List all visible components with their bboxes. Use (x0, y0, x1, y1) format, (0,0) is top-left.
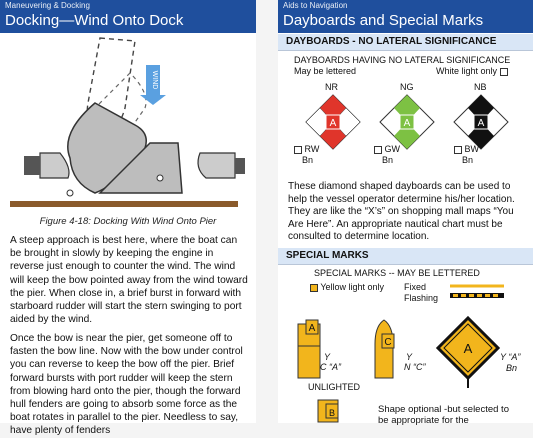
board-sub-gw: Bn (382, 155, 394, 165)
board-sub-bw: Bn (462, 155, 474, 165)
flashing-label: Flashing (404, 293, 439, 303)
left-page (0, 0, 256, 437)
can-y-label: Y (324, 352, 331, 362)
checkbox-icon (294, 146, 302, 154)
diamond-letter: A (463, 341, 473, 356)
board-light-rw-label: RW (304, 144, 320, 154)
board-code-nr: NR (325, 82, 338, 92)
white-light-only (436, 66, 508, 76)
yellow-light-only-label: Yellow light only (320, 282, 385, 292)
section-special-marks-title: SPECIAL MARKS (278, 248, 533, 264)
figure-caption: Figure 4-18: Docking With Wind Onto Pier (39, 216, 217, 227)
wind-label: WIND (151, 70, 158, 90)
can-buoy-icon (298, 320, 320, 378)
body-paragraph-2: Once the bow is near the pier, get someone off to fasten the bow line. Now with the bow under control you can reverse to keep the bow off the pier. Brief forward bursts with port rudder will keep the stern from blowing hard onto the pier, though the forward hull fenders are going to absorb some force as the boat rotates in parallel to the pier. Needless to say, have plenty of fenders (10, 333, 243, 437)
yellow-light-only (310, 282, 384, 292)
dayboards-description: These diamond shaped dayboards can be used to help the vessel operator determine his/her location. They are like the “X’s” on shopping mall maps “You Are Here”. An appropriate nautical chart must be consulted to determine location. (288, 181, 515, 242)
dayboards-heading: DAYBOARDS HAVING NO LATERAL SIGNIFICANCE (294, 55, 511, 65)
white-light-only-label: White light only (436, 66, 498, 76)
can-letter: A (308, 323, 316, 334)
body-paragraph-1: A steep approach is best here, where the boat can be brought in slowly by keeping the engine in reverse just enough to counter the wind. The wind will keep the bow pointed away from the wind toward the pier. When close in, a brief burst in forward with starboard rudder will start the stern swinging to port aided by the wind. (10, 235, 248, 326)
diamond-dayboard-icon (438, 318, 498, 388)
diamond-label: Y “A” (500, 352, 521, 362)
right-header-title: Dayboards and Special Marks (283, 12, 484, 29)
right-header (278, 0, 533, 33)
right-page (278, 0, 533, 426)
dayboard-ng-icon (380, 95, 434, 149)
board-light-bw-label: BW (464, 144, 480, 154)
board-letter-nb: A (477, 118, 485, 129)
light-pattern-icon (448, 282, 508, 298)
checkbox-icon (454, 146, 462, 154)
right-header-subtitle: Aids to Navigation (283, 1, 348, 10)
dayboard-nb-icon (454, 95, 508, 149)
white-light-box-icon (500, 68, 508, 76)
board-letter-nr: A (329, 118, 337, 129)
board-code-nb: NB (474, 82, 487, 92)
left-header-subtitle: Maneuvering & Docking (5, 1, 90, 10)
board-light-gw-label: GW (384, 144, 401, 154)
board-code-ng: NG (400, 82, 414, 92)
section-dayboards-title: DAYBOARDS - NO LATERAL SIGNIFICANCE (278, 34, 533, 50)
diamond-sub-label: Bn (506, 363, 518, 373)
nun-label: N “C” (404, 362, 426, 372)
divider (278, 264, 533, 265)
yellow-light-box-icon (310, 284, 318, 292)
wind-arrow-icon (140, 65, 166, 105)
nun-letter: C (384, 337, 392, 348)
nun-y-label: Y (406, 352, 413, 362)
mark-b-letter: B (329, 408, 336, 418)
board-light-gw (374, 144, 400, 154)
may-be-lettered-label: May be lettered (294, 66, 357, 76)
board-sub-rw: Bn (302, 155, 314, 165)
dayboard-nr-icon (306, 95, 360, 149)
can-label: C “A” (320, 362, 341, 372)
nun-buoy-icon (375, 320, 394, 378)
board-letter-ng: A (403, 118, 411, 129)
board-light-bw (454, 144, 479, 154)
shape-optional-text: Shape optional -but selected to be appropriate for the (378, 404, 509, 426)
left-header (0, 0, 256, 33)
left-header-title: Docking—Wind Onto Dock (5, 12, 184, 29)
fixed-label: Fixed (404, 282, 427, 292)
docking-illustration (0, 33, 256, 213)
unlighted-label: UNLIGHTED (308, 382, 361, 392)
special-marks-heading: SPECIAL MARKS -- MAY BE LETTERED (314, 268, 480, 278)
divider (278, 50, 533, 51)
checkbox-icon (374, 146, 382, 154)
board-light-rw (294, 144, 319, 154)
